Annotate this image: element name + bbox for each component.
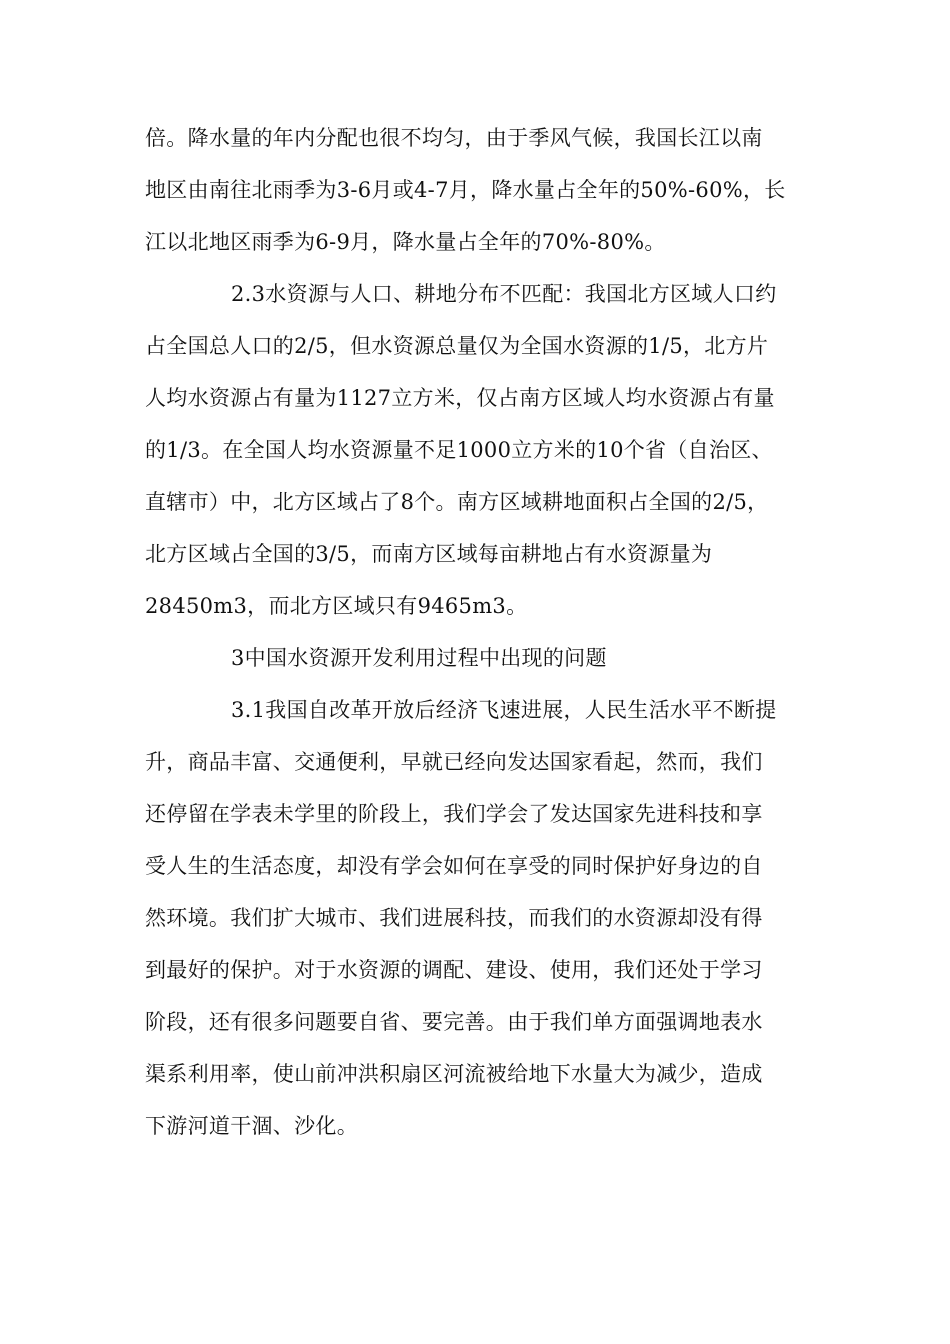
text-line: 人均水资源占有量为1127立方米，仅占南方区域人均水资源占有量: [145, 386, 775, 410]
text-line: 然环境。我们扩大城市、我们进展科技，而我们的水资源却没有得: [145, 906, 763, 930]
text-line: 受人生的生活态度，却没有学会如何在享受的同时保护好身边的自: [145, 854, 763, 878]
text-line: 阶段，还有很多问题要自省、要完善。由于我们单方面强调地表水: [145, 1010, 763, 1034]
section-3-heading: 3中国水资源开发利用过程中出现的问题: [231, 646, 607, 670]
text-line: 28450m3，而北方区域只有9465m3。: [145, 594, 528, 618]
text-line: 占全国总人口的2/5，但水资源总量仅为全国水资源的1/5，北方片: [145, 334, 769, 358]
section-2-3-paragraph-start: 2.3水资源与人口、耕地分布不匹配：我国北方区域人口约: [231, 282, 777, 306]
text-line: 到最好的保护。对于水资源的调配、建设、使用，我们还处于学习: [145, 958, 763, 982]
text-line: 直辖市）中，北方区域占了8个。南方区域耕地面积占全国的2/5，: [145, 490, 769, 514]
text-line: 地区由南往北雨季为3-6月或4-7月，降水量占全年的50%-60%，长: [145, 178, 786, 202]
text-line: 渠系利用率，使山前冲洪积扇区河流被给地下水量大为减少，造成: [145, 1062, 763, 1086]
text-line: 下游河道干涸、沙化。: [145, 1114, 358, 1138]
document-body: [145, 112, 807, 1152]
text-line: 倍。降水量的年内分配也很不均匀，由于季风气候，我国长江以南: [145, 126, 763, 150]
text-line: 还停留在学表未学里的阶段上，我们学会了发达国家先进科技和享: [145, 802, 763, 826]
text-line: 江以北地区雨季为6-9月，降水量占全年的70%-80%。: [145, 230, 666, 254]
text-line: 升，商品丰富、交通便利，早就已经向发达国家看起，然而，我们: [145, 750, 763, 774]
text-line: 北方区域占全国的3/5，而南方区域每亩耕地占有水资源量为: [145, 542, 713, 566]
section-3-1-paragraph-start: 3.1我国自改革开放后经济飞速进展，人民生活水平不断提: [231, 698, 777, 722]
text-line: 的1/3。在全国人均水资源量不足1000立方米的10个省（自治区、: [145, 438, 773, 462]
